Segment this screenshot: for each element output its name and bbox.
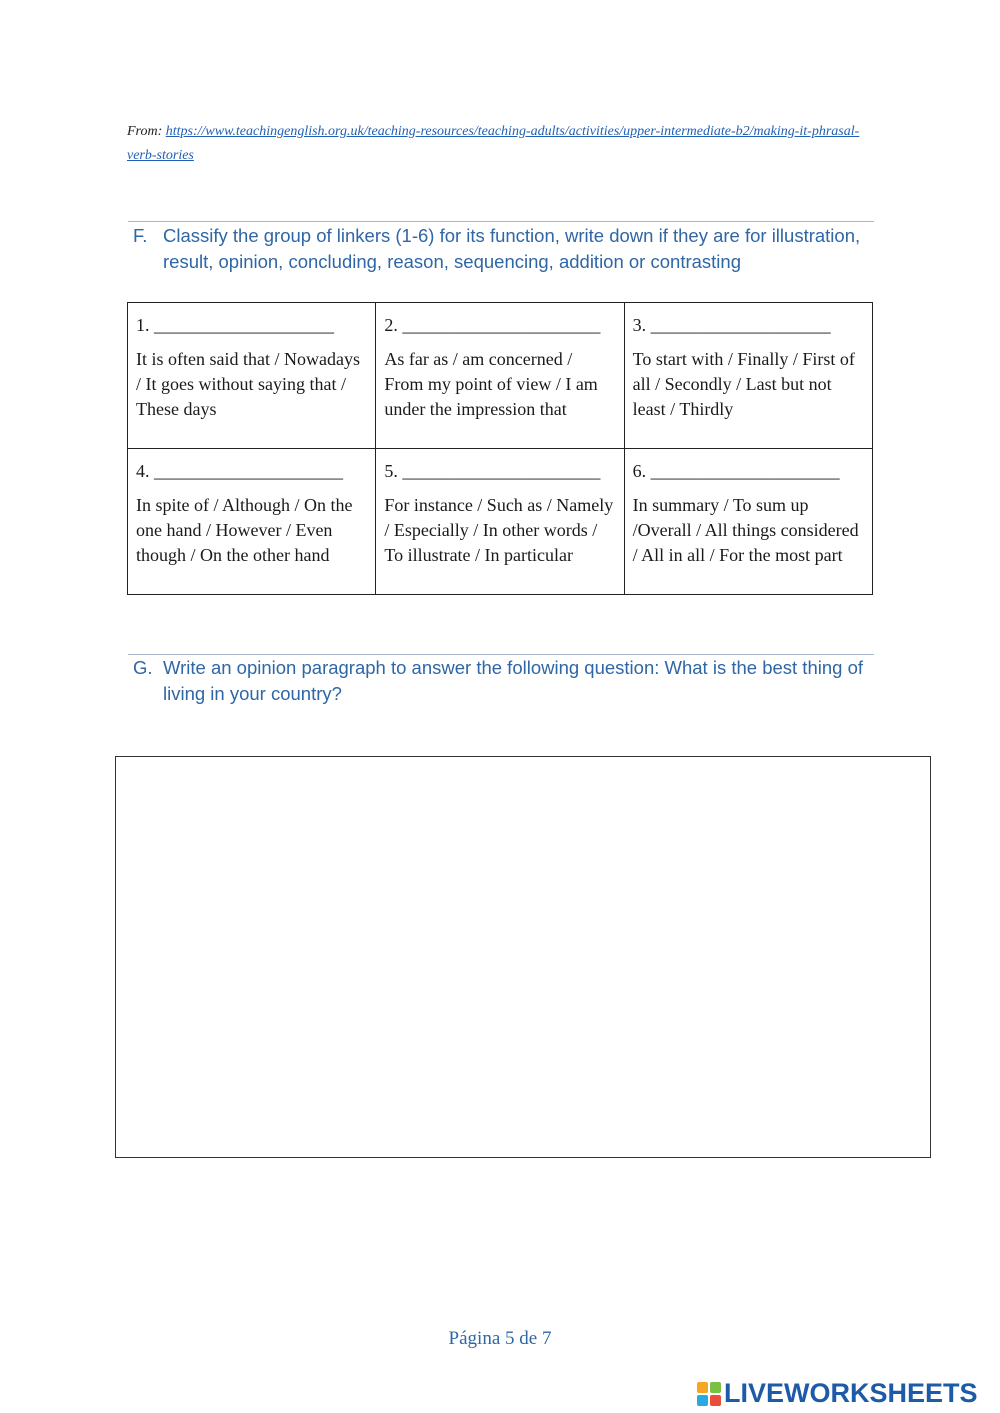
linker-blank-2[interactable]: 2. ______________________: [384, 315, 601, 335]
linker-blank-6[interactable]: 6. _____________________: [632, 461, 840, 481]
table-row: [128, 449, 873, 595]
linker-text-3: To start with / Finally / First of all / Secondly / Last but not least / Thirdly: [632, 349, 855, 419]
section-f-rule: [128, 221, 874, 222]
linker-cell-2: [376, 303, 624, 449]
source-prefix: From:: [127, 124, 166, 139]
source-citation: [127, 120, 877, 168]
linker-text-5: For instance / Such as / Namely / Especially / In other words / To illustrate / In particular: [384, 495, 614, 565]
linker-cell-3: [624, 303, 872, 449]
linker-blank-5[interactable]: 5. ______________________: [384, 461, 601, 481]
section-f-heading: [133, 223, 873, 275]
linker-blank-4[interactable]: 4. _____________________: [136, 461, 343, 481]
linker-cell-6: [624, 449, 872, 595]
linker-blank-1[interactable]: 1. ____________________: [136, 315, 334, 335]
linker-cell-1: [128, 303, 376, 449]
linker-text-1: It is often said that / Nowadays / It goes without saying that / These days: [136, 349, 360, 419]
linkers-table: [127, 302, 873, 595]
linker-blank-3[interactable]: 3. ____________________: [632, 315, 831, 335]
section-f-instruction: Classify the group of linkers (1-6) for its function, write down if they are for illustration, result, opinion, concluding, reason, sequencing, addition or contrasting: [163, 225, 861, 272]
section-g-heading: [133, 655, 873, 707]
linker-cell-5: [376, 449, 624, 595]
liveworksheets-brand[interactable]: [697, 1378, 978, 1409]
linker-text-2: As far as / am concerned / From my point of view / I am under the impression that: [384, 349, 598, 419]
table-row: [128, 303, 873, 449]
linker-text-6: In summary / To sum up /Overall / All things considered / All in all / For the most part: [632, 495, 859, 565]
opinion-paragraph-answer-box[interactable]: [115, 756, 931, 1158]
brand-name: LIVEWORKSHEETS: [724, 1378, 978, 1408]
section-f-letter: F.: [133, 225, 148, 246]
source-link[interactable]: https://www.teachingenglish.org.uk/teaching-resources/teaching-adults/activities/upper-intermediate-b2/making-it-phrasal-verb-stories: [127, 124, 860, 163]
liveworksheets-logo-icon: [697, 1382, 721, 1406]
linker-text-4: In spite of / Although / On the one hand / However / Even though / On the other hand: [136, 495, 353, 565]
section-g-letter: G.: [133, 657, 153, 678]
page-number: Página 5 de 7: [448, 1328, 552, 1349]
linker-cell-4: [128, 449, 376, 595]
section-g-instruction: Write an opinion paragraph to answer the following question: What is the best thing of living in your country?: [163, 657, 863, 704]
